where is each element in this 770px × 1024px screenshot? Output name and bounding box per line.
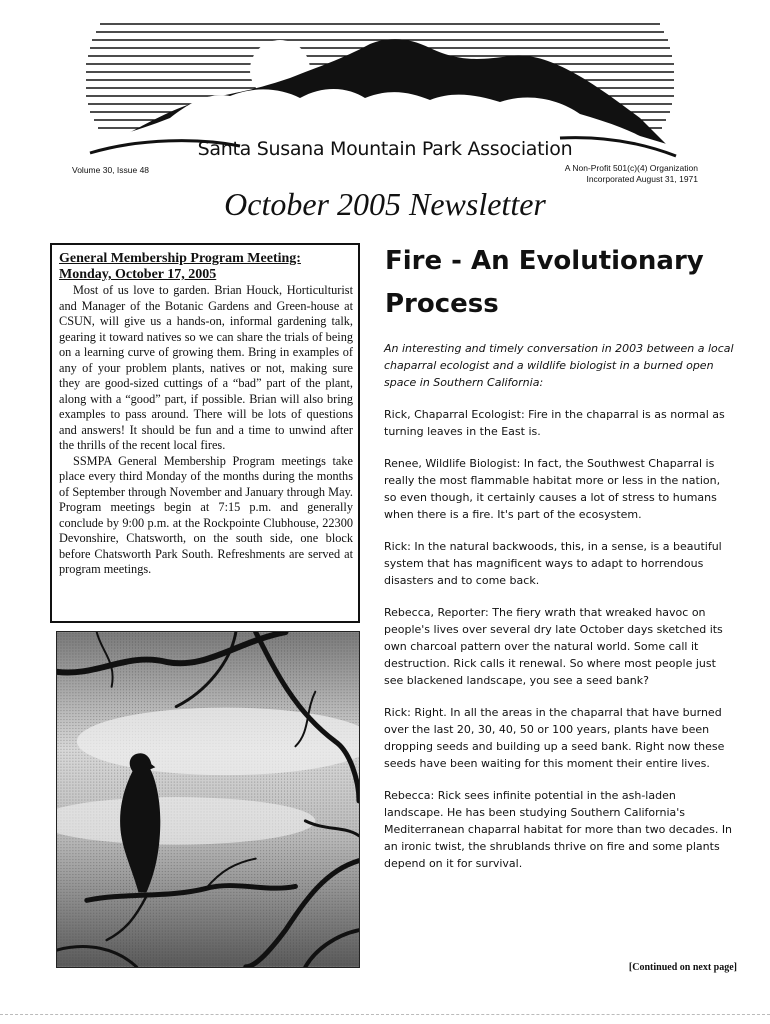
volume-issue: Volume 30, Issue 48 (72, 165, 150, 175)
article-paragraph: Rick: Right. In all the areas in the chaparral that have burned over the last 20, 30, 40, 50 or 100 years, plants have been dropping seeds and building up a seed bank. Right now these seeds have been waiting for this moment their entire lives. (384, 706, 725, 770)
article-paragraph: Rick: In the natural backwoods, this, in a sense, is a beautiful system that has magnificent ways to adapt to horrendous disasters and to come back. (384, 540, 722, 587)
meeting-schedule: SSMPA General Membership Program meetings take place every third Monday of the months during the months of September through November and January through May. Program meetings begin at 7:15 p.m. and generally conclude by 9:00 p.m. at the Rockpointe Clubhouse, 22300 Devonshire, Chatsworth, on the south side, one block before Chatsworth Park South. Refreshments are served at program meetings. (59, 453, 353, 576)
nonprofit-info (565, 163, 698, 185)
organization-name: Santa Susana Mountain Park Association (197, 138, 573, 160)
article-title: Fire - An Evolutionary Process (385, 246, 704, 319)
meeting-date: Monday, October 17, 2005 (59, 267, 217, 282)
membership-meeting-box (50, 243, 360, 623)
nonprofit-status: A Non-Profit 501(c)(4) Organization (564, 163, 698, 173)
article-paragraph: Renee, Wildlife Biologist: In fact, the Southwest Chaparral is really the most flammable habitat more or less in the nation, so even though, it certainly causes a lot of stress to humans when there is a fire. It's part of the ecosystem. (384, 457, 721, 521)
hawk-on-branch-photo (56, 631, 360, 968)
article-paragraph: Rebecca: Rick sees infinite potential in the ash-laden landscape. He has been studying Southern California's Mediterranean chaparral habitat for more than two decades. In an ironic twist, the shrublands thrive on fire and some plants depend on it for survival. (384, 789, 733, 870)
meeting-description: Most of us love to garden. Brian Houck, Horticulturist and Manager of the Botanic Gardens and Green-house at CSUN, will give us a hands-on, informal gardening talk, gearing it toward natives so we can share the trials of being on a learning curve of growing them. Bring in examples of any of your problem plants, natives or not, making sure they are good-sized cuttings of a “bad” part of the plant, along with a “good” part, if possible. Brian will also bring examples to pass around. There will be lots of questions and answers! It should be fun and a time to unwind after the thrills of the recent local fires. (59, 283, 353, 452)
newsletter-title: October 2005 Newsletter (224, 186, 546, 222)
article-intro: An interesting and timely conversation in 2003 between a local chaparral ecologist and a wildlife biologist in a burned open space in Southern California: (384, 342, 734, 389)
article-paragraph: Rebecca, Reporter: The fiery wrath that wreaked havoc on people's lives over several dry late October days sketched its own charcoal pattern over the natural world. Some call it destruction. Rick calls it renewal. So where most people just see blackened landscape, you see a seed bank? (384, 606, 723, 687)
meeting-heading: General Membership Program Meeting: (59, 251, 301, 266)
article-body (384, 340, 736, 887)
article-paragraph: Rick, Chaparral Ecologist: Fire in the chaparral is as normal as turning leaves in the East is. (384, 408, 725, 438)
continued-note: [Continued on next page] (628, 962, 737, 973)
incorporation-date: Incorporated August 31, 1971 (586, 174, 698, 184)
footer-divider (0, 1014, 770, 1015)
